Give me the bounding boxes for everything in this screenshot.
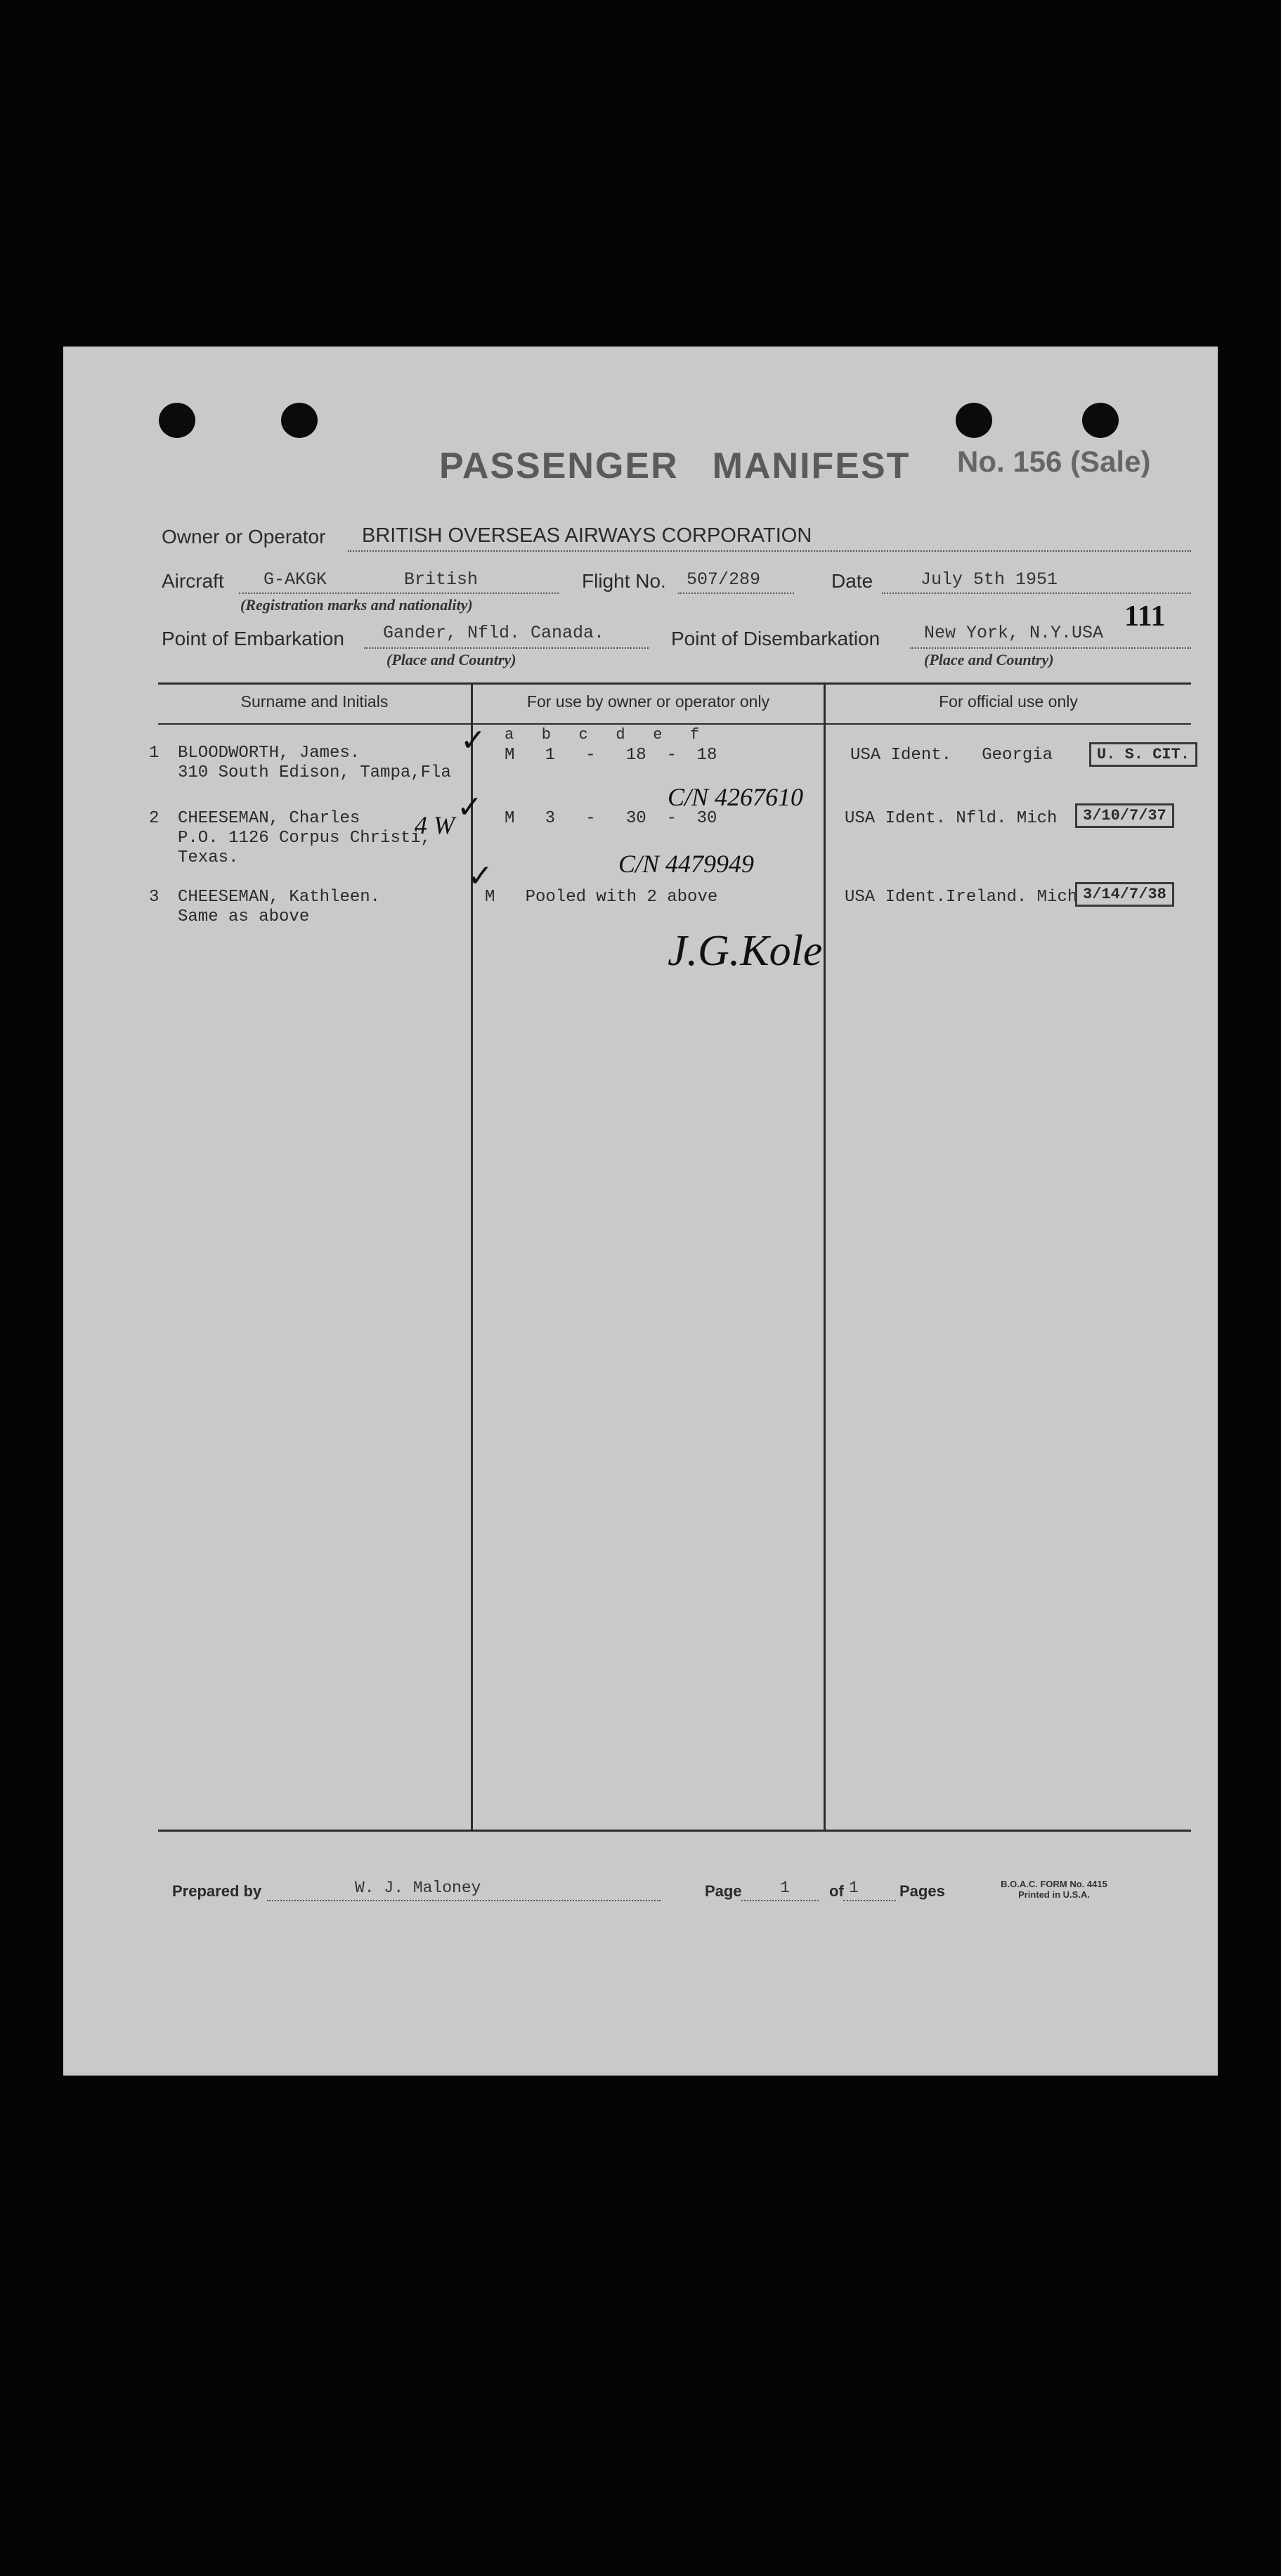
column-divider-2 [824,682,826,1832]
aircraft-underline [239,593,559,594]
row-number: 2 [149,809,160,828]
operator-entry: M 1 - 18 - 18 [505,746,717,765]
aircraft-registration: G-AKGK [264,569,327,590]
column-header-operator: For use by owner or operator only [526,692,770,711]
handwritten-cn-number-1: C/N 4267610 [668,783,804,811]
operator-entry: M Pooled with 2 above [485,888,718,907]
owner-value: BRITISH OVERSEAS AIRWAYS CORPORATION [362,524,812,547]
page-underline [741,1900,819,1901]
document-number: No. 156 (Sale) [957,445,1151,478]
passenger-address-line2: Texas. [178,848,239,867]
date-value: July 5th 1951 [921,569,1058,590]
handwritten-note: 4 W [415,811,455,839]
punch-hole [159,403,195,438]
passenger-address: P.O. 1126 Corpus Christi, [178,829,431,848]
form-printed-line: Printed in U.S.A. [1018,1889,1090,1900]
embarkation-caption: (Place and Country) [386,651,516,668]
flight-value: 507/289 [687,569,761,590]
prepared-by-label: Prepared by [172,1882,262,1900]
date-underline [882,593,1191,594]
punch-hole [1082,403,1119,438]
form-number-note [991,1879,1117,1900]
embarkation-underline [364,647,649,649]
owner-underline [348,550,1191,552]
punch-hole [956,403,992,438]
stamped-number: 111 [1124,600,1166,633]
table-bottom-rule [158,1830,1191,1832]
handwritten-signature: J.G.Kole [668,927,823,975]
row-number: 3 [149,888,160,907]
citizenship-stamp: 3/14/7/38 [1075,882,1174,907]
column-header-name: Surname and Initials [240,692,389,711]
punch-hole [281,403,318,438]
column-divider-1 [471,682,473,1832]
check-mark-icon: ✓ [457,790,483,824]
citizenship-stamp: U. S. CIT. [1089,742,1197,767]
passenger-name: BLOODWORTH, James. [178,744,360,763]
aircraft-caption: (Registration marks and nationality) [240,596,473,614]
page-title [439,445,910,487]
official-entry: USA Ident.Ireland. Mich [845,888,1078,907]
owner-label: Owner or Operator [162,526,326,548]
aircraft-nationality: British [404,569,479,590]
header-bottom-rule [158,723,1191,725]
passenger-address: 310 South Edison, Tampa,Fla [178,763,451,782]
table-top-rule [158,682,1191,685]
passenger-name: CHEESEMAN, Charles [178,809,360,828]
disembarkation-underline [910,647,1191,649]
date-label: Date [831,570,873,592]
embarkation-value: Gander, Nfld. Canada. [383,623,605,643]
operator-entry: M 3 - 30 - 30 [505,809,717,828]
disembarkation-caption: (Place and Country) [924,651,1054,668]
check-mark-icon: ✓ [467,859,493,893]
operator-column-letters: a b c d e f [505,726,700,744]
official-entry: USA Ident. Georgia [850,746,1053,765]
manifest-sheet [63,347,1218,2076]
disembarkation-value: New York, N.Y.USA [924,623,1104,643]
embarkation-label: Point of Embarkation [162,628,344,649]
of-label: of [829,1882,844,1900]
passenger-name: CHEESEMAN, Kathleen. [178,888,381,907]
title-word-2: MANIFEST [712,446,911,486]
aircraft-label: Aircraft [162,570,224,592]
column-header-official: For official use only [939,692,1078,711]
flight-label: Flight No. [582,570,666,592]
title-word-1: PASSENGER [439,446,679,486]
page-label: Page [705,1882,742,1900]
form-number-line: B.O.A.C. FORM No. 4415 [1001,1879,1107,1889]
check-mark-icon: ✓ [460,723,486,758]
official-entry: USA Ident. Nfld. Mich [845,809,1058,828]
of-value: 1 [849,1879,859,1897]
disembarkation-label: Point of Disembarkation [671,628,880,649]
flight-underline [678,593,794,594]
prepared-by-underline [267,1900,661,1901]
citizenship-stamp: 3/10/7/37 [1075,803,1174,828]
prepared-by-value: W. J. Maloney [355,1879,481,1897]
page-value: 1 [780,1879,790,1897]
handwritten-cn-number-2: C/N 4479949 [618,850,755,878]
of-underline [843,1900,896,1901]
pages-label: Pages [899,1882,945,1900]
row-number: 1 [149,744,160,763]
passenger-address: Same as above [178,907,310,926]
